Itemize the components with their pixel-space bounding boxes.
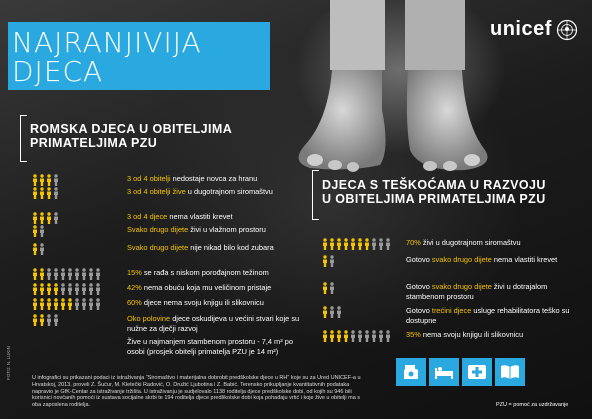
stat-highlight: Svako drugo dijete [127, 243, 189, 252]
left-section-title [30, 122, 232, 150]
stat-text [127, 243, 302, 253]
money-icon [396, 358, 426, 386]
person-icon [329, 330, 335, 342]
stat-text [127, 298, 302, 308]
person-icon [53, 268, 59, 280]
person-icon [343, 238, 349, 250]
stat-text [127, 225, 302, 235]
person-icon [67, 268, 73, 280]
stat-highlight: Oko polovine [127, 314, 171, 323]
stat-text [127, 212, 302, 222]
stat-rest: se rađa s niskom porođajnom težinom [141, 268, 269, 277]
person-icon [336, 238, 342, 250]
person-icon [53, 174, 59, 186]
stat-rest: u dugotrajnom siromaštvu [185, 187, 273, 196]
person-icon [39, 283, 45, 295]
person-icon [39, 225, 45, 237]
icon-tiles [396, 358, 525, 386]
person-icon [39, 314, 45, 326]
person-icon [336, 330, 342, 342]
stat-rest: nije nikad bilo kod zubara [188, 243, 274, 252]
person-icon [364, 330, 370, 342]
stat-rest: djece nema svoju knjigu ili slikovnicu [141, 298, 264, 307]
stat-prefix: Gotovo [406, 306, 432, 315]
stat-row [322, 306, 581, 325]
person-icons [32, 225, 127, 237]
person-icons [322, 238, 406, 250]
stat-rest: živi u dugotrajnom siromaštvu [420, 238, 521, 247]
person-icon [81, 268, 87, 280]
person-icons [32, 212, 127, 224]
stat-prefix: Gotovo [406, 255, 432, 264]
person-icon [74, 268, 80, 280]
photo-credit: FOTO: N. LUKIN [6, 346, 11, 380]
stat-highlight: 70% [406, 238, 421, 247]
person-icon [88, 283, 94, 295]
person-icon [322, 306, 328, 318]
person-icons [32, 283, 127, 295]
stat-row [32, 314, 302, 333]
person-icon [385, 330, 391, 342]
stat-rest: nedostaje novca za hranu [170, 174, 258, 183]
person-icon [39, 243, 45, 255]
person-icon [322, 282, 328, 294]
person-icon [60, 283, 66, 295]
person-icon [32, 298, 38, 310]
person-icon [329, 255, 335, 267]
stat-rest: Žive u najmanjem stambenom prostoru - 7,4 m² po osobi (prosjek obitelji primatelja PZU je 14 m²) [127, 337, 293, 356]
person-icon [371, 330, 377, 342]
person-icon [67, 283, 73, 295]
stat-text [406, 306, 581, 325]
person-icon [53, 187, 59, 199]
right-title-line1: DJECA S TEŠKOĆAMA U RAZVOJU [322, 178, 546, 192]
stat-prefix: Gotovo [406, 282, 432, 291]
stat-rest: nema vlastiti krevet [491, 255, 558, 264]
stat-highlight: 60% [127, 298, 142, 307]
stat-highlight: 35% [406, 330, 421, 339]
stat-highlight: svako drugo dijete [431, 255, 492, 264]
person-icon [60, 268, 66, 280]
right-section-frame [312, 170, 319, 220]
person-icon [322, 238, 328, 250]
person-icon [60, 298, 66, 310]
person-icons [32, 174, 127, 186]
person-icons [32, 314, 127, 326]
person-icon [32, 187, 38, 199]
person-icons [322, 306, 406, 318]
stat-row [32, 187, 302, 199]
person-icon [357, 238, 363, 250]
stat-row [32, 212, 302, 224]
person-icon [371, 238, 377, 250]
brand-name: unicef [490, 18, 552, 40]
stat-text [127, 268, 302, 278]
person-icon [32, 225, 38, 237]
person-icon [32, 314, 38, 326]
stat-row [32, 243, 302, 255]
stat-row [32, 174, 302, 186]
stat-text [127, 314, 302, 333]
person-icon [95, 298, 101, 310]
stat-highlight: trećini djece [431, 306, 472, 315]
person-icon [88, 268, 94, 280]
right-section-title [322, 178, 546, 206]
page-title: NAJRANJIVIJA [12, 26, 202, 59]
stat-row [322, 255, 581, 267]
person-icon [46, 314, 52, 326]
person-icon [32, 212, 38, 224]
person-icon [53, 283, 59, 295]
person-icons [322, 330, 406, 342]
person-icon [46, 283, 52, 295]
person-icons [32, 243, 127, 255]
person-icon [32, 243, 38, 255]
stat-text [127, 283, 302, 293]
person-icon [350, 238, 356, 250]
stat-row [32, 298, 302, 310]
stat-text [127, 187, 302, 197]
stat-highlight: 3 od 4 djece [127, 212, 168, 221]
person-icon [364, 238, 370, 250]
person-icon [329, 238, 335, 250]
stat-highlight: Svako drugo dijete [127, 225, 189, 234]
person-icon [46, 174, 52, 186]
person-icon [378, 238, 384, 250]
stat-highlight: 3 od 4 obitelji [127, 174, 171, 183]
stat-rest: živi u vlažnom prostoru [188, 225, 266, 234]
person-icon [46, 212, 52, 224]
left-section-frame [20, 115, 27, 162]
person-icon [32, 174, 38, 186]
person-icon [378, 330, 384, 342]
person-icons [32, 268, 127, 280]
person-icons [322, 255, 406, 267]
stat-highlight: svako drugo dijete [431, 282, 492, 291]
stat-highlight: 3 od 4 obitelji žive [127, 187, 186, 196]
person-icons [32, 187, 127, 199]
person-icon [329, 282, 335, 294]
person-icon [350, 330, 356, 342]
legend-note: PZU = pomoć za uzdržavanje [496, 402, 569, 408]
stat-rest: nema obuću koja mu veličinom pristaje [141, 283, 272, 292]
page-subtitle: DJECA [12, 55, 104, 88]
person-icons [32, 298, 127, 310]
stat-row [32, 268, 302, 280]
person-icon [95, 283, 101, 295]
stat-row [322, 330, 581, 342]
person-icon [53, 212, 59, 224]
person-icon [46, 268, 52, 280]
person-icon [39, 212, 45, 224]
stat-rest: živi u dotrajalom stambenom prostoru [406, 282, 548, 301]
person-icon [343, 330, 349, 342]
person-icon [74, 298, 80, 310]
stat-row [322, 238, 581, 250]
stat-row [32, 337, 302, 356]
person-icon [74, 283, 80, 295]
person-icon [32, 268, 38, 280]
stat-text [406, 255, 581, 265]
stat-row [32, 283, 302, 295]
medical-icon [462, 358, 492, 386]
stat-text [406, 238, 581, 248]
stat-row [322, 282, 581, 301]
methodology-footnote: U infografici su prikazani podaci iz istraživanja "Siromaštvo i materijalna dobrobit predškolske djece u RH" koje su za Ured UNICEF-a u Hrvatskoj, 2013. proveli Z. Šućur, M. Kletečki Radović, O. Družić Ljubotina i Z. Babić. Terensko prikupljanje kvantitativnih podataka napravio je GfK-Centar za istraživanje tržišta. U istraživanju je sudjelovalo 1138 roditelja djece predškolske dobi, od kojih su 946 bili korisnici novčanih pomoći iz sustava socijalne skrbi te 194 roditelja djece predškolske dobi koja pohađaju vrtić i koje žive u obitelji ma s oba zaposlena roditelja. [32, 375, 361, 409]
person-icon [39, 298, 45, 310]
person-icon [39, 187, 45, 199]
person-icon [322, 330, 328, 342]
person-icon [385, 238, 391, 250]
stat-rest: djece oskudijeva u većini stvari koje su nužne za dječji razvoj [127, 314, 300, 333]
unicef-brand [490, 18, 578, 41]
person-icon [81, 298, 87, 310]
stat-text [406, 282, 581, 301]
person-icon [336, 306, 342, 318]
stat-rest: nema svoju knjigu ili slikovnicu [420, 330, 524, 339]
stat-highlight: 15% [127, 268, 142, 277]
stat-rest: usluge rehabilitatora teško su dostupne [406, 306, 570, 325]
person-icon [46, 298, 52, 310]
left-title-line2: PRIMATELJIMA PZU [30, 136, 158, 150]
person-icon [322, 255, 328, 267]
person-icon [95, 268, 101, 280]
left-title-line1: ROMSKA DJECA U OBITELJIMA [30, 122, 233, 136]
right-title-line2: U OBITELJIMA PRIMATELJIMA PZU [322, 192, 546, 206]
bed-icon [429, 358, 459, 386]
person-icons [322, 282, 406, 294]
stat-rest: nema vlastiti krevet [167, 212, 233, 221]
book-icon [495, 358, 525, 386]
person-icon [88, 298, 94, 310]
stat-row [32, 225, 302, 237]
unicef-logo-icon [556, 19, 578, 41]
person-icon [32, 283, 38, 295]
person-icon [39, 268, 45, 280]
person-icon [53, 314, 59, 326]
person-icon [39, 174, 45, 186]
person-icon [357, 330, 363, 342]
person-icon [46, 187, 52, 199]
person-icon [53, 298, 59, 310]
person-icon [81, 283, 87, 295]
person-icon [67, 298, 73, 310]
child-feet-photo [270, 0, 520, 180]
stat-text [406, 330, 581, 340]
stat-highlight: 42% [127, 283, 142, 292]
person-icon [329, 306, 335, 318]
stat-text [127, 337, 302, 356]
stat-text [127, 174, 302, 184]
